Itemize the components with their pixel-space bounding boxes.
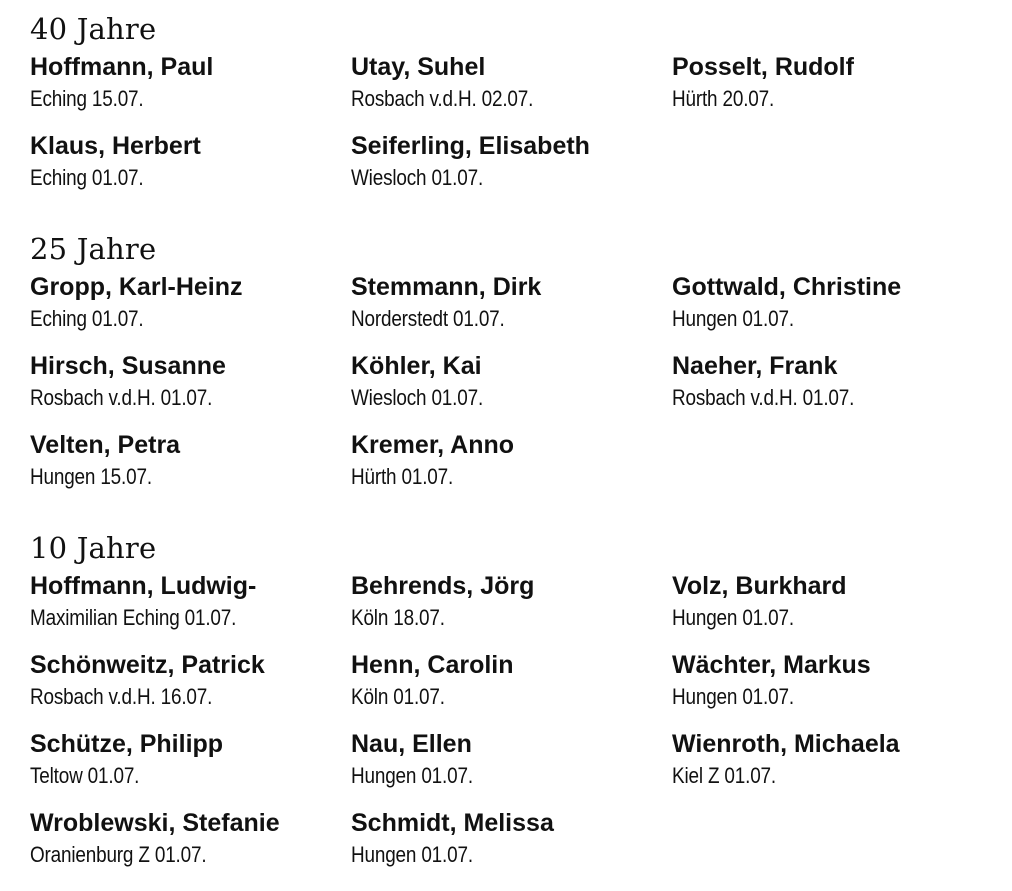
entry-grid [30, 52, 1000, 196]
person-detail: Köln 18.07. [351, 605, 445, 630]
list-item [351, 351, 672, 416]
person-name: Behrends, Jörg [351, 572, 535, 600]
list-item [672, 52, 993, 117]
list-item [30, 729, 351, 794]
list-item [351, 272, 672, 337]
person-name: Naeher, Frank [672, 352, 838, 380]
person-detail: Eching 01.07. [30, 165, 144, 190]
person-name: Schmidt, Melissa [351, 809, 554, 837]
list-item [672, 272, 993, 337]
person-detail: Rosbach v.d.H. 01.07. [30, 385, 213, 410]
person-detail: Maximilian Eching 01.07. [30, 605, 237, 630]
person-name: Volz, Burkhard [672, 572, 847, 600]
section-title: 25 Jahre [30, 232, 157, 266]
list-item [672, 351, 993, 416]
person-name: Utay, Suhel [351, 53, 486, 81]
person-name: Hirsch, Susanne [30, 352, 226, 380]
person-detail: Hürth 20.07. [672, 86, 775, 111]
person-detail: Wiesloch 01.07. [351, 385, 484, 410]
person-detail: Hungen 01.07. [672, 306, 794, 331]
list-item [30, 131, 351, 196]
list-item [351, 571, 672, 636]
person-name: Hoffmann, Ludwig- [30, 572, 257, 600]
list-item [351, 650, 672, 715]
list-item [30, 430, 351, 495]
person-detail: Hungen 01.07. [672, 605, 794, 630]
list-item [672, 571, 993, 636]
section-40-jahre [30, 12, 1000, 196]
person-name: Posselt, Rudolf [672, 53, 854, 81]
person-detail: Rosbach v.d.H. 01.07. [672, 385, 855, 410]
person-detail: Hungen 01.07. [672, 684, 794, 709]
list-item [30, 52, 351, 117]
person-name: Hoffmann, Paul [30, 53, 214, 81]
entry-grid [30, 571, 1000, 873]
person-name: Köhler, Kai [351, 352, 482, 380]
list-item [30, 351, 351, 416]
list-item [672, 650, 993, 715]
person-detail: Oranienburg Z 01.07. [30, 842, 207, 867]
person-detail: Norderstedt 01.07. [351, 306, 505, 331]
person-detail: Hungen 01.07. [351, 842, 473, 867]
person-name: Wächter, Markus [672, 651, 871, 679]
person-name: Seiferling, Elisabeth [351, 132, 590, 160]
section-spacer [30, 196, 1000, 232]
entry-grid [30, 272, 1000, 495]
person-name: Klaus, Herbert [30, 132, 201, 160]
person-detail: Eching 01.07. [30, 306, 144, 331]
list-item [672, 729, 993, 794]
section-spacer [30, 495, 1000, 531]
person-name: Wroblewski, Stefanie [30, 809, 280, 837]
section-10-jahre [30, 531, 1000, 873]
list-item [351, 131, 672, 196]
list-item [30, 808, 351, 873]
person-name: Gropp, Karl-Heinz [30, 273, 243, 301]
list-item [351, 729, 672, 794]
list-item [30, 272, 351, 337]
list-item [30, 571, 351, 636]
list-item [351, 808, 672, 873]
person-detail: Wiesloch 01.07. [351, 165, 484, 190]
person-name: Stemmann, Dirk [351, 273, 542, 301]
section-title: 10 Jahre [30, 531, 157, 565]
person-detail: Hungen 15.07. [30, 464, 152, 489]
person-name: Kremer, Anno [351, 431, 515, 459]
list-item [351, 430, 672, 495]
list-item [30, 650, 351, 715]
section-title: 40 Jahre [30, 12, 157, 46]
anniversary-list [30, 12, 1000, 873]
person-detail: Rosbach v.d.H. 02.07. [351, 86, 534, 111]
person-name: Wienroth, Michaela [672, 730, 900, 758]
list-item [351, 52, 672, 117]
person-detail: Köln 01.07. [351, 684, 445, 709]
person-name: Nau, Ellen [351, 730, 472, 758]
person-detail: Rosbach v.d.H. 16.07. [30, 684, 213, 709]
person-name: Velten, Petra [30, 431, 181, 459]
person-detail: Hürth 01.07. [351, 464, 454, 489]
person-name: Schönweitz, Patrick [30, 651, 265, 679]
person-detail: Kiel Z 01.07. [672, 763, 776, 788]
section-25-jahre [30, 232, 1000, 495]
person-detail: Teltow 01.07. [30, 763, 140, 788]
person-detail: Eching 15.07. [30, 86, 144, 111]
person-name: Henn, Carolin [351, 651, 514, 679]
person-detail: Hungen 01.07. [351, 763, 473, 788]
person-name: Schütze, Philipp [30, 730, 224, 758]
person-name: Gottwald, Christine [672, 273, 902, 301]
